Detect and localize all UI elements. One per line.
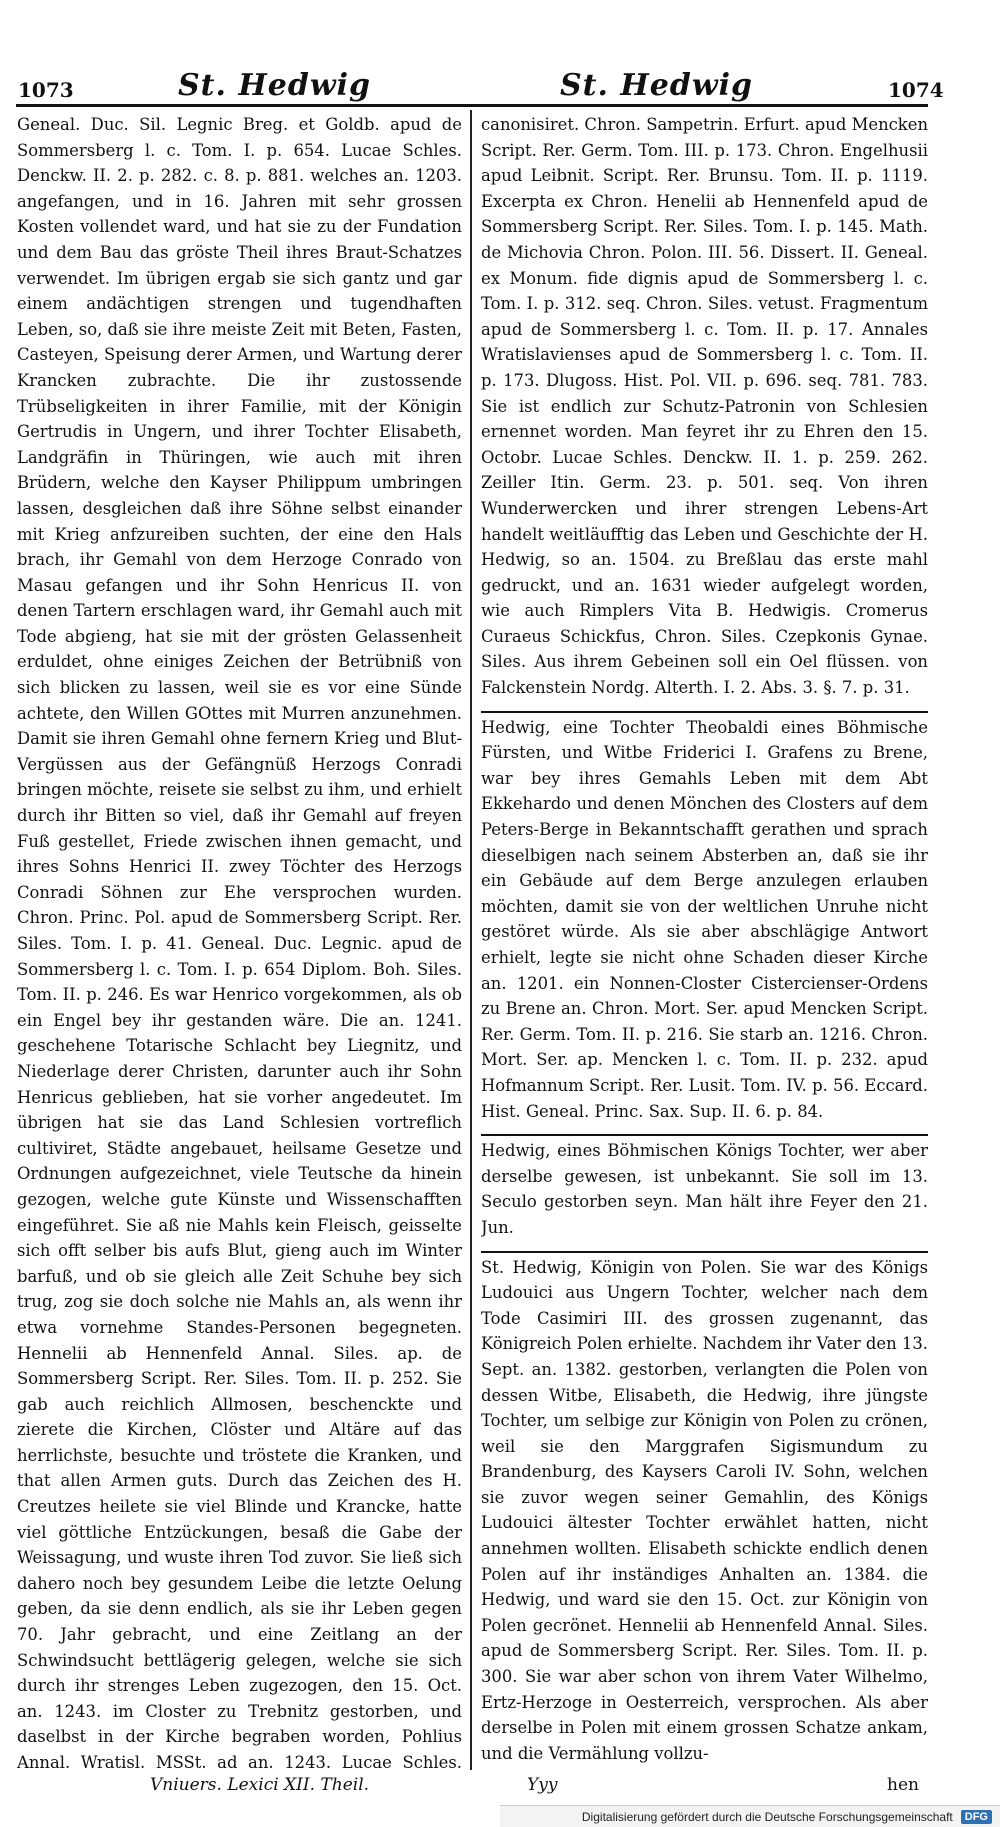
column-divider <box>470 110 472 1770</box>
page-number-left: 1073 <box>18 78 74 102</box>
signature-mark: Yyy <box>527 1775 558 1795</box>
dfg-logo: DFG <box>961 1810 992 1824</box>
running-title-right: St. Hedwig <box>560 68 754 103</box>
digitization-footer <box>500 1805 1000 1827</box>
paragraph: canonisiret. Chron. Sampetrin. Erfurt. apud Mencken Script. Rer. Germ. Tom. III. p. 173. Chron. Engelhusii apud Leibnit. Script. Rer. Brunsu. Tom. II. p. 1119. Excerpta ex Chron. Henelii ab Hennenfeld apud de Sommersberg Script. Rer. Siles. Tom. I. p. 145. Math. de Michovia Chron. Polon. III. 56. Dissert. II. Geneal. ex Monum. fide dignis apud de Sommersberg l. c. Tom. I. p. 312. seq. Chron. Siles. vetust. Fragmentum apud de Sommersberg l. c. Tom. II. p. 17. Annales Wratislavienses apud de Sommersberg l. c. Tom. II. p. 173. Dlugoss. Hist. Pol. VII. p. 696. seq. 781. 783. Sie ist endlich zur Schutz-Patronin von Schlesien ernennet worden. Man feyret ihr zu Ehren den 15. Octobr. Lucae Schles. Denckw. II. 1. p. 259. 262. Zeiller Itin. Germ. 23. p. 501. seq. Von ihren Wunderwercken und ihrer strengen Lebens-Art handelt weitläufftig das Leben und Geschichte der H. Hedwig, so an. 1504. zu Breßlau das erste mahl gedruckt, und an. 1631 wieder aufgelegt worden, wie auch Rimplers Vita B. Hedwigis. Cromerus Curaeus Schickfus, Chron. Siles. Czepkonis Gynae. Siles. Aus ihrem Gebeinen soll ein Oel flüssen. von Falckenstein Nordg. Alterth. I. 2. Abs. 3. §. 7. p. 31. <box>481 115 928 698</box>
entry-hedwig-theobaldi: Hedwig, eine Tochter Theobaldi eines Böhmische Fürsten, und Witbe Friderici I. Grafens zu Brene, war bey ihres Gemahls Leben mit dem Abt Ekkehardo und denen Mönchen des Closters auf dem Peters-Berge in Bekanntschafft gerathen und sprach dieselbigen nach seinem Absterben an, daß sie ihr ein Gebäude auf dem Berge anzulegen erlauben möchten, damit sie von der weltlichen Unruhe nicht gestöret würde. Als sie aber abschlägige Antwort erhielt, legte sie nicht ohne Schaden dieser Kirche an. 1201. ein Nonnen-Closter Cistercienser-Ordens zu Brene an. Chron. Mort. Ser. apud Mencken Script. Rer. Germ. Tom. II. p. 216. Sie starb an. 1216. Chron. Mort. Ser. ap. Mencken l. c. Tom. II. p. 232. apud Hofmannum Script. Rer. Lusit. Tom. IV. p. 56. Eccard. Hist. Geneal. Princ. Sax. Sup. II. 6. p. 84. <box>481 711 928 1125</box>
header-rule <box>16 104 928 107</box>
entry-st-hedwig-polen: St. Hedwig, Königin von Polen. Sie war des Königs Ludouici aus Ungern Tochter, welcher nach dem Tode Casimiri III. des grossen zugenannt, das Königreich Polen erhielte. Nachdem ihr Vater den 13. Sept. an. 1382. gestorben, verlangten die Polen von dessen Witbe, Elisabeth, die Hedwig, ihre jüngste Tochter, um selbige zur Königin von Polen zu crönen, weil sie den Marggrafen Sigismundum zu Brandenburg, des Kaysers Caroli IV. Sohn, welchen sie zuvor wegen seiner Gemahlin, des Königs Ludouici ältester Tochter erwählet hatten, nicht annehmen wollten. Elisabeth schickte endlich denen Polen auf ihr inständiges Anhalten an. 1384. die Hedwig, und ward sie den 15. Oct. zur Königin von Polen gecrönet. Hennelii ab Hennenfeld Annal. Siles. apud de Sommersberg Script. Rer. Siles. Tom. II. p. 300. Sie war aber schon von ihrem Vater Wilhelmo, Ertz-Herzoge in Oesterreich, versprochen. Als aber derselbe in Polen mit einem grossen Schatze ankam, und die Vermählung vollzu- <box>481 1251 928 1767</box>
footer-credit: Digitalisierung gefördert durch die Deutsche Forschungsgemeinschaft <box>581 1809 953 1824</box>
catchword: hen <box>887 1775 919 1795</box>
signature-line: Vniuers. Lexici XII. Theil. <box>150 1775 370 1795</box>
running-title-left: St. Hedwig <box>178 68 372 103</box>
page-number-right: 1074 <box>888 78 944 102</box>
paragraph: Geneal. Duc. Sil. Legnic Breg. et Goldb. apud de Sommersberg l. c. Tom. I. p. 654. Lucae Schles. Denckw. II. 2. p. 282. c. 8. p. 881. welches an. 1203. angefangen, und in 16. Jahren mit sehr grossen Kosten vollendet ward, und hat sie zu der Fundation und dem Bau das gröste Theil ihres Braut-Schatzes verwendet. Im übrigen ergab sie sich gantz und gar einem andächtigen strengen und tugendhaften Leben, so, daß sie ihre meiste Zeit mit Beten, Fasten, Casteyen, Speisung derer Armen, und Wartung derer Krancken zubrachte. Die ihr zustossende Trübseligkeiten in ihrer Familie, mit der Königin Gertrudis in Ungern, und ihrer Tochter Elisabeth, Landgräfin in Thüringen, wie auch mit ihren Brüdern, welche den Kayser Philippum umbringen lassen, desgleichen daß ihre Söhne selbst einander mit Krieg anfzureiben suchten, der eine den Hals brach, ihr Gemahl von dem Herzoge Conrado von Masau gefangen und ihr Sohn Henricus II. von denen Tartern erschlagen ward, ihr Gemahl auch mit Tode abgieng, hat sie mit der grösten Gelassenheit erduldet, ohne einiges Zeichen der Betrübniß von sich blicken zu lassen, weil sie es vor eine Sünde achtete, den Willen GOttes mit Murren anzunehmen. Damit sie ihren Gemahl ohne fernern Krieg und Blut-Vergüssen aus der Gefängnüß Herzogs Conradi bringen möchte, reisete sie selbst zu ihm, und erhielt durch ihr Bitten so viel, daß ihr Gemahl auf freyen Fuß gestellet, Friede zwischen ihnen gemacht, und ihres Sohns Henrici II. zwey Töchter des Herzogs Conradi Söhnen zur Ehe versprochen wurden. Chron. Princ. Pol. apud de Sommersberg Script. Rer. Siles. Tom. I. p. 41. Geneal. Duc. Legnic. apud de Sommersberg l. c. Tom. I. p. 654 Diplom. Boh. Siles. Tom. II. p. 246. Es war Henrico vorgekommen, als ob ein Engel bey ihr gestanden wäre. Die an. 1241. geschehene Totarische Schlacht bey Liegnitz, und Niederlage derer Christen, darunter auch ihr Sohn Henricus geblieben, hat sie vorher angedeutet. Im übrigen hat sie das Land Schlesien vortreflich cultiviret, Städte angebauet, heilsame Gesetze und Ordnungen aufgezeichnet, viele Teutsche da hinein gezogen, welche gute Künste und Wissenschafften eingeführet. Sie aß nie Mahls kein Fleisch, geisselte sich offt selber bis aufs Blut, gieng auch im Winter barfuß, und ob sie gleich alle Zeit Schuhe bey sich trug, zog sie doch solche nie Mahls an, als wenn ihr etwa vornehme Standes-Personen begegneten. Hennelii ab Hennenfeld Annal. Siles. ap. de Sommersberg Script. Rer. Siles. Tom. II. p. 252. Sie gab auch reichlich Allmosen, beschenckte und zierete die Kirchen, Clöster und Altäre auf das herrlichste, besuchte und tröstete die Kranken, und that allen Armen guts. Durch das Zeichen des H. Creutzes heilete sie viel Blinde und Krancke, hatte viel göttliche Entzückungen, besaß die Gabe der Weissagung, und wuste ihren Tod zuvor. Sie ließ sich dahero noch bey gesundem Leibe die letzte Oelung geben, da sie denn endlich, als sie ihr Leben gegen 70. Jahr gebracht, und eine Zeitlang an der Schwindsucht bettlägerig gelegen, welche sie sich durch ihr strenges Leben zugezogen, den 15. Oct. an. 1243. im Closter zu Trebnitz gestorben, und daselbst in der Kirche begraben worden, Pohlius Annal. Wratisl. MSSt. ad an. 1243. Lucae Schles. <box>17 115 462 1772</box>
text-column-left <box>17 112 462 1777</box>
text-column-right <box>481 112 928 1777</box>
entry-hedwig-boehmisch: Hedwig, eines Böhmischen Königs Tochter, wer aber derselbe gewesen, ist unbekannt. Sie soll im 13. Seculo gestorben seyn. Man hält ihre Feyer den 21. Jun. <box>481 1134 928 1240</box>
